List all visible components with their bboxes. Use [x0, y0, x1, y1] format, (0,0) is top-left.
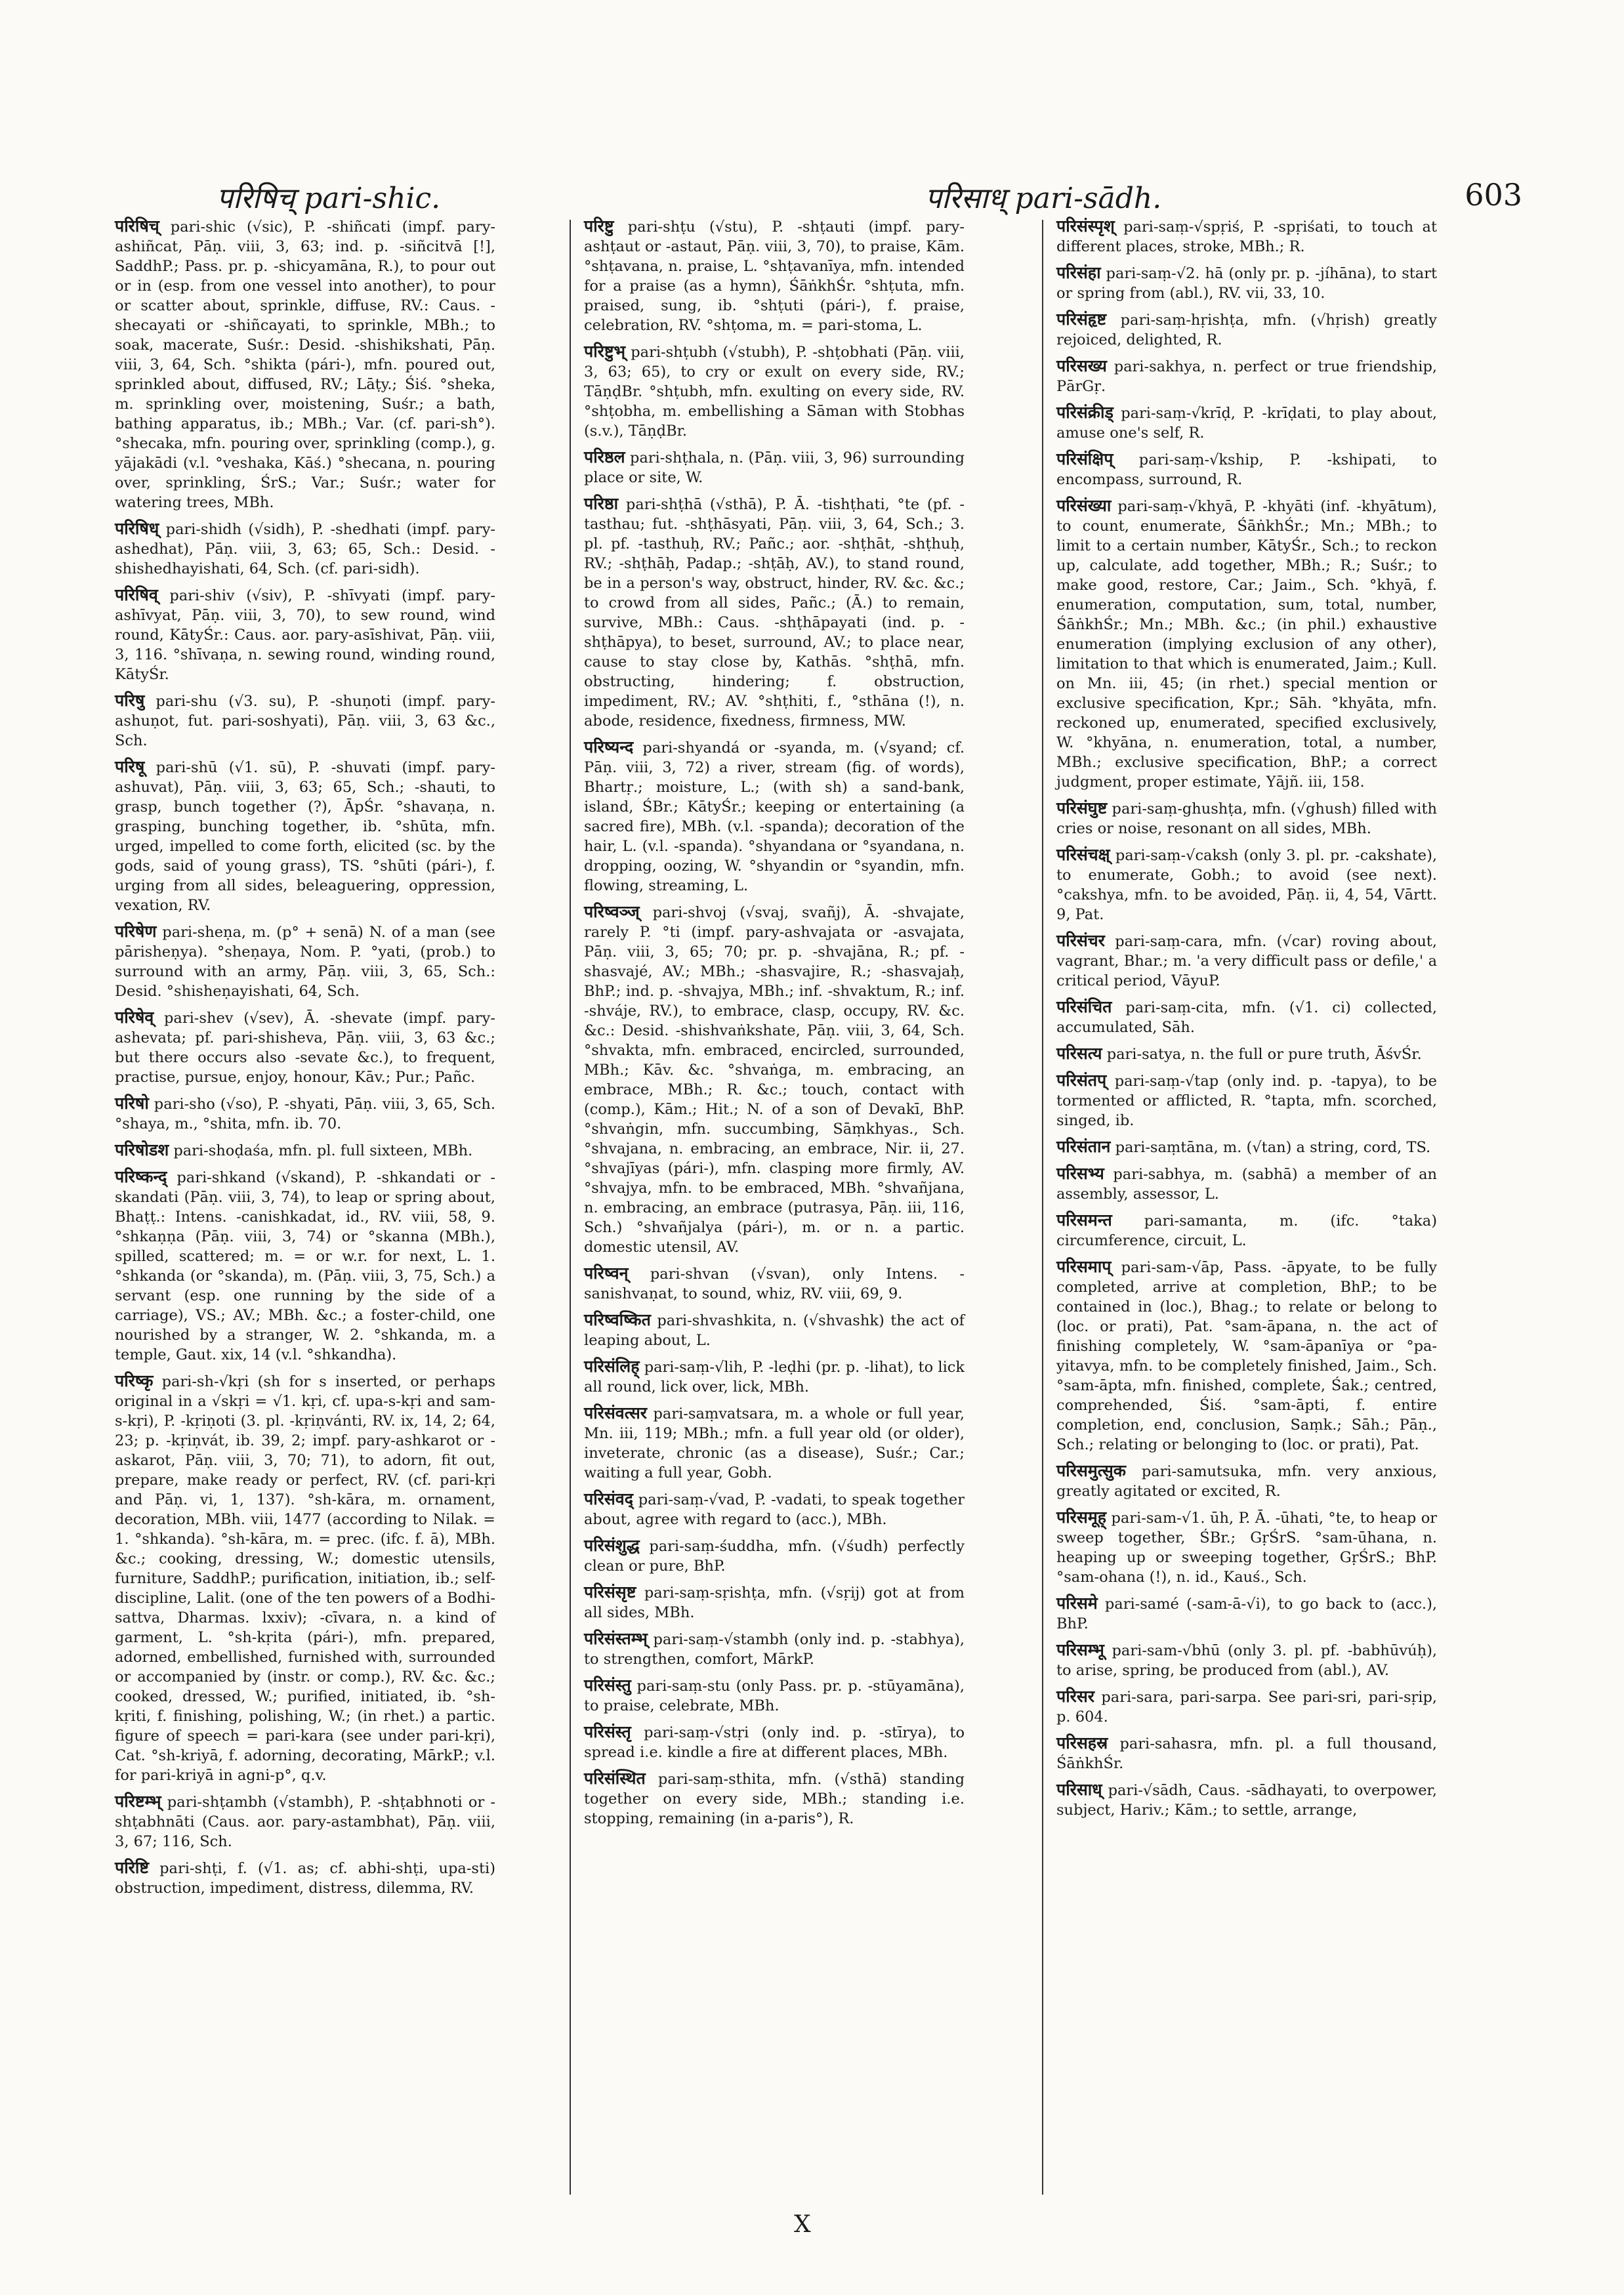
- entry-headword: परिषोडश: [115, 1140, 169, 1159]
- dictionary-entry: [115, 1792, 495, 1851]
- dictionary-entry: [1056, 1044, 1437, 1064]
- entry-headword: परिषेव्: [115, 1008, 154, 1027]
- dictionary-entry: [115, 691, 495, 751]
- dictionary-entry: [1056, 403, 1437, 443]
- entry-definition: pari-shṭhā (√sthā), P. Ā. -tishṭhati, °te (pf. -tasthau; fut. -shṭhāsyati, Pāṇ. viii, 3, 64, Sch.; 3. pl. pf. -tasthuḥ, RV.; Pañc.; aor. -shṭhāt, -shṭhuḥ, RV.; -shṭhāḥ, Padap.; -shṭāḥ, AV.), to stand round, be in a person's way, obstruct, hinder, RV. &c. &c.; to crowd from all sides, Pañc.; (Ā.) to remain, survive, MBh.: Caus. -shṭhāpayati (ind. p. -shṭhāpya), to beset, surround, AV.; to place near, cause to stay close by, Kathās. °shṭhā, mfn. obstructing, hindering; f. obstruction, impediment, RV.; AV. °shṭhiti, f., °sthāna (!), n. abode, residence, fixedness, firmness, MW.: [584, 496, 965, 730]
- dictionary-entry: [584, 1722, 965, 1762]
- dictionary-entry: [1056, 1687, 1437, 1727]
- entry-headword: परिसंचर: [1056, 931, 1105, 950]
- dictionary-entry: [115, 1858, 495, 1898]
- column-1: [115, 217, 495, 1905]
- dictionary-entry: [1056, 496, 1437, 792]
- entry-definition: pari-√sādh, Caus. -sādhayati, to overpower, subject, Hariv.; Kām.; to settle, arrange,: [1056, 1782, 1437, 1819]
- dictionary-entry: [584, 447, 965, 487]
- entry-definition: pari-shev (√sev), Ā. -shevate (impf. pary-ashevata; pf. pari-shisheva, Pāṇ. viii, 3, 63 &c.; but there occurs also -sevate &c.), to frequent, practise, pursue, enjoy, honour, Kāv.; Pur.; Pañc.: [115, 1010, 495, 1086]
- entry-headword: परिसमाप्: [1056, 1257, 1112, 1276]
- entry-headword: परिसाध्: [1056, 1780, 1102, 1799]
- entry-definition: pari-shu (√3. su), P. -shuṇoti (impf. pary-ashuṇot, fut. pari-soshyati), Pāṇ. viii, 3, 63 &c., Sch.: [115, 693, 495, 749]
- entry-headword: परिष्टुभ्: [584, 342, 626, 361]
- entry-headword: परिसंचित: [1056, 997, 1112, 1016]
- entry-headword: परिसंचक्ष्: [1056, 845, 1110, 864]
- dictionary-entry: [1056, 217, 1437, 257]
- entry-headword: परिसंहृष्ट: [1056, 310, 1107, 329]
- entry-definition: pari-saṃ-cara, mfn. (√car) roving about, vagrant, Bhar.; m. 'a very difficult pass or defile,' a critical period, VāyuP.: [1056, 933, 1438, 989]
- entry-definition: pari-satya, n. the full or pure truth, ĀśvŚr.: [1106, 1046, 1422, 1063]
- dictionary-entry: [115, 585, 495, 684]
- entry-definition: pari-shṭambh (√stambh), P. -shṭabhnoti or -shṭabhnāti (Caus. aor. pary-astambhat), Pāṇ. viii, 3, 67; 116, Sch.: [115, 1794, 495, 1850]
- entry-definition: pari-saṃ-√stṛi (only ind. p. -stīrya), to spread i.e. kindle a fire at different places, MBh.: [584, 1724, 965, 1761]
- dictionary-entry: [115, 1008, 495, 1087]
- entry-definition: pari-shyandá or -syanda, m. (√syand; cf. Pāṇ. viii, 3, 72) a river, stream (fig. of words), Bhartṛ.; moisture, L.; (with sh) a sand-bank, island, ŚBr.; KātyŚr.; keeping or entertaining (a sacred fire), MBh. (v.l. -spanda); decoration of the hair, L. (v.l. -spanda). °shyandana or °syandana, n. dropping, oozing, W. °shyandin or °syandin, mfn. flowing, streaming, L.: [584, 739, 965, 894]
- dictionary-entry: [1056, 1137, 1437, 1157]
- dictionary-entry: [584, 1264, 965, 1304]
- entry-headword: परिसंस्थित: [584, 1769, 646, 1788]
- entry-headword: परिसम्भू: [1056, 1640, 1104, 1659]
- dictionary-entry: [1056, 1257, 1437, 1455]
- dictionary-entry: [1056, 931, 1437, 991]
- page-number: 603: [1465, 177, 1522, 213]
- entry-headword: परिसंस्तम्भ्: [584, 1629, 648, 1648]
- entry-definition: pari-saṃ-√tap (only ind. p. -tapya), to be tormented or afflicted, R. °tapta, mfn. scorched, singed, ib.: [1056, 1073, 1437, 1129]
- entry-definition: pari-shṭu (√stu), P. -shṭauti (impf. pary-ashṭaut or -astaut, Pāṇ. viii, 3, 70), to praise, Kām. °shṭavana, n. praise, L. °shṭavanīya, mfn. intended for a praise (as a hymn), ŚāṅkhŚr. °shṭuta, mfn. praised, sung, ib. °shṭuti (pári-), f. praise, celebration, RV. °shṭoma, m. = pari-stoma, L.: [584, 218, 965, 334]
- entry-headword: परिषु: [115, 691, 145, 710]
- dictionary-entry: [584, 1769, 965, 1829]
- entry-definition: pari-sahasra, mfn. pl. a full thousand, ŚāṅkhŚr.: [1056, 1735, 1437, 1772]
- entry-definition: pari-samutsuka, mfn. very anxious, greatly agitated or excited, R.: [1056, 1463, 1437, 1500]
- column-divider-1: [570, 220, 571, 2195]
- dictionary-entry: [1056, 845, 1437, 924]
- dictionary-entry: [1056, 263, 1437, 303]
- entry-definition: pari-shkand (√skand), P. -shkandati or -skandati (Pāṇ. viii, 3, 74), to leap or spring about, Bhaṭṭ.: Intens. -canishkadat, id., RV. viii, 58, 9. °shkaṇṇa (Pāṇ. viii, 3, 74) or °skanna (MBh.), spilled, scattered; m. = or w.r. for next, L. 1. °shkanda (or °skanda), m. (Pāṇ. viii, 3, 75, Sch.) a servant (esp. one running by the side of a carriage), VS.; AV.; MBh. &c.; a foster-child, one nourished by a stranger, W. 2. °shkanda, m. a temple, Gaut. xix, 14 (v.l. °shkandha).: [115, 1169, 495, 1363]
- dictionary-entry: [1056, 1461, 1437, 1501]
- entry-definition: pari-sabhya, m. (sabhā) a member of an assembly, assessor, L.: [1056, 1166, 1438, 1203]
- entry-definition: pari-sam-√āp, Pass. -āpyate, to be fully completed, arrive at completion, BhP.; to be contained in (loc.), Bhag.; to relate or belong to (loc. or prati), Pat. °sam-āpana, n. the act of finishing completely, W. °sam-āpanīya or °pa-yitavya, mfn. to be completely finished, Jaim., Sch. °sam-āpta, mfn. finished, complete, Śak.; centred, comprehended, Śiś. °sam-āpti, f. entire completion, end, conclusion, Saṃk.; Sāh.; Pāṇ., Sch.; relating or belonging to (loc. or prati), Pat.: [1056, 1259, 1437, 1453]
- entry-definition: pari-saṃ-hṛishṭa, mfn. (√hṛish) greatly rejoiced, delighted, R.: [1056, 312, 1437, 348]
- entry-definition: pari-saṃ-√stambh (only ind. p. -stabhya), to strengthen, comfort, MārkP.: [584, 1631, 965, 1668]
- entry-headword: परिसभ्य: [1056, 1164, 1104, 1183]
- entry-definition: pari-sakhya, n. perfect or true friendship, PārGṛ.: [1056, 358, 1437, 395]
- entry-headword: परिसमन्त: [1056, 1210, 1112, 1230]
- dictionary-entry: [115, 1094, 495, 1134]
- entry-definition: pari-shvoj (√svaj, svañj), Ā. -shvajate, rarely P. °ti (impf. pary-ashvajata or -asvajata, Pāṇ. viii, 3, 65; 70; pr. p. -shvajāna, R.; pf. -shasvajé, AV.; MBh.; -shasvajire, R.; -shasvajaḥ, BhP.; ind. p. -shvajya, MBh.; inf. -shvaktum, R.; inf. -shváje, RV.), to embrace, clasp, occupy, RV. &c. &c.: Desid. -shishvaṅkshate, Pāṇ. viii, 3, 64, Sch. °shvakta, mfn. embraced, encircled, surrounded, MBh.; Kāv. &c. °shvaṅga, m. embracing, an embrace, MBh.; R. &c.; touch, contact with (comp.), Kām.; Hit.; N. of a son of Devakī, BhP. °shvaṅgin, mfn. succumbing, Sāṃkhyas., Sch. °shvajana, n. embracing, an embrace, Nir. ii, 27. °shvajīyas (pári-), mfn. clasping more firmly, AV. °shvajya, mfn. to be embraced, MBh. °shvañjana, n. embracing, an embrace (putrasya, Pāṇ. iii, 116, Sch.) °shvañjalya (pári-), m. or n. a partic. domestic utensil, AV.: [584, 904, 965, 1256]
- dictionary-entry: [584, 1536, 965, 1576]
- entry-definition: pari-shṭubh (√stubh), P. -shṭobhati (Pāṇ. viii, 3, 63; 65), to cry or exult on every side, RV.; TāṇḍBr. °shṭubh, mfn. exulting on every side, RV. °shṭobha, m. embellishing a Sāman with Stobhas (s.v.), TāṇḍBr.: [584, 344, 965, 440]
- entry-headword: परिष्वष्कित: [584, 1310, 651, 1329]
- entry-headword: परिष्कृ: [115, 1371, 154, 1390]
- entry-headword: परिसंतान: [1056, 1137, 1111, 1156]
- entry-headword: परिषिच्: [115, 217, 159, 236]
- entry-headword: परिसंक्रीड्: [1056, 403, 1114, 422]
- dictionary-entry: [115, 1371, 495, 1785]
- entry-headword: परिसख्य: [1056, 356, 1107, 375]
- entry-definition: pari-sam-√1. ūh, P. Ā. -ūhati, °te, to heap or sweep together, ŚBr.; GṛŚrS. °sam-ūhana, n. heaping up or sweeping together, GṛŚrS.; BhP. °sam-ohana (!), n. id., Kauś., Sch.: [1056, 1510, 1437, 1586]
- dictionary-entry: [584, 1676, 965, 1716]
- entry-headword: परिसंक्षिप्: [1056, 449, 1114, 468]
- entry-definition: pari-saṃ-cita, mfn. (√1. ci) collected, accumulated, Sāh.: [1056, 999, 1438, 1036]
- column-2: [584, 217, 965, 1835]
- entry-definition: pari-shic (√sic), P. -shiñcati (impf. pary-ashiñcat, Pāṇ. viii, 3, 63; ind. p. -siñcitvā [!], SaddhP.; Pass. pr. p. -shicyamāna, R.), to pour out or in (esp. from one vessel into another), to pour or scatter about, sprinkle, diffuse, RV.: Caus. -shecayati or -shiñcayati, to sprinkle, MBh.; to soak, macerate, Suśr.: Desid. -shishikshati, Pāṇ. viii, 3, 64, Sch. °shikta (pári-), mfn. poured out, sprinkled about, diffused, RV.; Lāṭy.; Śiś. °sheka, m. sprinkling over, moistening, Suśr.; a bath, bathing apparatus, ib.; MBh.; Var. (cf. pari-sh°). °shecaka, mfn. pouring over, sprinkling (comp.), g. yājakādi (v.l. °veshaka, Kāś.) °shecana, n. pouring over, sprinkling, ŚrS.; Var.; Suśr.; water for watering trees, MBh.: [115, 218, 496, 511]
- entry-headword: परिष्वन्: [584, 1264, 629, 1283]
- entry-headword: परिसमे: [1056, 1594, 1098, 1613]
- dictionary-entry: [584, 342, 965, 441]
- entry-definition: pari-shvan (√svan), only Intens. -sanishvaṇat, to sound, whiz, RV. viii, 69, 9.: [584, 1266, 965, 1302]
- dictionary-entry: [1056, 1733, 1437, 1773]
- entry-definition: pari-saṃ-sthita, mfn. (√sthā) standing together on every side, MBh.; standing i.e. stopping, remaining (in a-paris°), R.: [584, 1771, 965, 1827]
- dictionary-entry: [584, 737, 965, 896]
- dictionary-entry: [1056, 1508, 1437, 1587]
- entry-definition: pari-sh-√kṛi (sh for s inserted, or perhaps original in a √skṛi = √1. kṛi, cf. upa-s-kṛi and sam-s-kṛi), P. -kṛiṇoti (3. pl. -kṛiṇvánti, RV. ix, 14, 2; 64, 23; p. -kṛiṇvát, ib. 39, 2; impf. pary-ashkarot or -askarot, Pāṇ. viii, 3, 70; 71), to adorn, fit out, prepare, make ready or perfect, RV. (cf. pari-kṛi and Pāṇ. vi, 1, 137). °sh-kāra, m. ornament, decoration, MBh. viii, 1477 (according to Nilak. = 1. °shkanda). °sh-kāra, m. = prec. (ifc. f. ā), MBh. &c.; cooking, dressing, W.; domestic utensils, furniture, SaddhP.; purification, initiation, ib.; self-discipline, Lalit. (one of the ten powers of a Bodhi-sattva, Dharmas. lxxiv); -cīvara, n. a kind of garment, L. °sh-kṛita (pári-), mfn. prepared, adorned, embellished, furnished with, surrounded or accompanied by (instr. or comp.), RV. &c. &c.; cooked, dressed, W.; purified, initiated, ib. °sh-kṛiti, f. finishing, polishing, W.; (in rhet.) a partic. figure of speech = pari-kara (see under pari-kṛi), Cat. °sh-kriyā, f. adorning, decorating, MārkP.; v.l. for pari-kriyā in agni-p°, q.v.: [115, 1373, 496, 1784]
- entry-definition: pari-saṃtāna, m. (√tan) a string, cord, TS.: [1115, 1139, 1431, 1156]
- dictionary-entry: [115, 519, 495, 579]
- entry-headword: परिसंस्तृ: [584, 1722, 631, 1741]
- entry-definition: pari-saṃvatsara, m. a whole or full year, Mn. iii, 119; MBh.; mfn. a full year old (or older), inveterate, chronic (as a disease), Suśr.; Car.; waiting a full year, Gobh.: [584, 1405, 965, 1481]
- dictionary-entry: [1056, 1640, 1437, 1680]
- dictionary-entry: [1056, 449, 1437, 489]
- entry-headword: परिसमुत्सुक: [1056, 1461, 1127, 1480]
- entry-headword: परिसंतप्: [1056, 1071, 1107, 1090]
- entry-definition: pari-samé (-sam-ā-√i), to go back to (acc.), BhP.: [1056, 1596, 1438, 1632]
- entry-headword: परिसंघुष्ट: [1056, 798, 1108, 817]
- entry-headword: परिसंस्तु: [584, 1676, 631, 1695]
- entry-headword: परिष्कन्द्: [115, 1167, 167, 1186]
- entry-definition: pari-shiv (√siv), P. -shīvyati (impf. pary-ashīvyat, Pāṇ. viii, 3, 70), to sew round, wind round, KātyŚr.: Caus. aor. pary-asīshivat, Pāṇ. viii, 3, 116. °shīvaṇa, n. sewing round, winding round, KātyŚr.: [115, 587, 495, 683]
- dictionary-entry: [1056, 310, 1437, 350]
- header-center-guideword: परिसाध् pari-sādh.: [925, 182, 1162, 215]
- entry-headword: परिष्यन्द: [584, 737, 634, 756]
- entry-headword: परिसहस्र: [1056, 1733, 1108, 1752]
- header-left-guideword: परिषिच् pari-shic.: [217, 182, 441, 215]
- entry-headword: परिषिव्: [115, 585, 158, 604]
- dictionary-entry: [115, 757, 495, 915]
- entry-definition: pari-shṭhala, n. (Pāṇ. viii, 3, 96) surrounding place or site, W.: [584, 449, 965, 486]
- entry-definition: pari-saṃ-ghushṭa, mfn. (√ghush) filled with cries or noise, resonant on all sides, MBh.: [1056, 800, 1437, 837]
- entry-definition: pari-shū (√1. sū), P. -shuvati (impf. pary-ashuvat), Pāṇ. viii, 3, 63; 65, Sch.; -shauti, to grasp, bunch together (?), ĀpŚr. °shavaṇa, n. grasping, bunching together, ib. °shūta, mfn. urged, impelled to come forth, elicited (sc. by the gods, said of young grass), TS. °shūti (pári-), f. urging from all sides, beleaguering, oppression, vexation, RV.: [115, 759, 495, 914]
- entry-headword: परिसर: [1056, 1687, 1095, 1706]
- entry-definition: pari-saṃ-√2. hā (only pr. p. -jíhāna), to start or spring from (abl.), RV. vii, 33, 10.: [1056, 265, 1437, 302]
- entry-definition: pari-shṭi, f. (√1. as; cf. abhi-shṭi, upa-sti) obstruction, impediment, distress, dilemma, RV.: [115, 1860, 495, 1897]
- dictionary-entry: [115, 1167, 495, 1365]
- dictionary-entry: [584, 902, 965, 1257]
- entry-headword: परिष्ठा: [584, 494, 619, 513]
- entry-definition: pari-sara, pari-sarpa. See pari-sri, pari-sṛip, p. 604.: [1056, 1689, 1438, 1726]
- entry-definition: pari-shidh (√sidh), P. -shedhati (impf. pary-ashedhat), Pāṇ. viii, 3, 63; 65, Sch.: Desid. -shishedhayishati, 64, Sch. (cf. pari-sidh).: [115, 521, 496, 577]
- dictionary-entry: [115, 217, 495, 512]
- dictionary-entry: [584, 1357, 965, 1397]
- dictionary-entry: [1056, 1210, 1437, 1251]
- dictionary-entry: [584, 1629, 965, 1669]
- dictionary-entry: [584, 494, 965, 731]
- dictionary-entry: [1056, 1071, 1437, 1130]
- dictionary-entry: [1056, 997, 1437, 1037]
- entry-headword: परिसंशुद्ध: [584, 1536, 640, 1555]
- dictionary-entry: [1056, 356, 1437, 396]
- entry-definition: pari-sheṇa, m. (p° + senā) N. of a man (see pārisheṇya). °sheṇaya, Nom. P. °yati, (prob.) to surround with an army, Pāṇ. viii, 3, 65, Sch.: Desid. °shisheṇayishati, 64, Sch.: [115, 924, 495, 1000]
- entry-definition: pari-saṃ-√kship, P. -kshipati, to encompass, surround, R.: [1056, 451, 1437, 488]
- entry-headword: परिसंवत्सर: [584, 1403, 647, 1422]
- entry-definition: pari-samanta, m. (ifc. °taka) circumference, circuit, L.: [1056, 1212, 1437, 1249]
- entry-definition: pari-saṃ-sṛishṭa, mfn. (√sṛij) got at from all sides, MBh.: [584, 1584, 965, 1621]
- entry-headword: परिसंवद्: [584, 1489, 633, 1508]
- entry-headword: परिसत्य: [1056, 1044, 1102, 1063]
- dictionary-entry: [584, 1489, 965, 1529]
- entry-headword: परिसंलिह्: [584, 1357, 640, 1376]
- dictionary-entry: [1056, 798, 1437, 838]
- entry-headword: परिषू: [115, 757, 145, 776]
- entry-definition: pari-saṃ-√khyā, P. -khyāti (inf. -khyātum), to count, enumerate, ŚāṅkhŚr.; Mn.; MBh.; to limit to a certain number, KātyŚr., Sch.; to reckon up, calculate, add together, MBh.; R.; Suśr.; to make good, restore, Car.; Jaim., Sch. °khyā, f. enumeration, computation, sum, total, number, ŚāṅkhŚr.; Mn.; MBh. &c.; (in phil.) exhaustive enumeration (implying exclusion of any other), limitation to that which is enumerated, Jaim.; Kull. on Mn. iii, 45; (in rhet.) special mention or exclusive specification, Kpr.; Sāh. °khyāta, mfn. reckoned up, enumerated, specified exclusively, W. °khyāna, n. enumeration, total, a number, MBh.; exclusive specification, BhP.; a correct judgment, proper estimate, Yājñ. iii, 158.: [1056, 498, 1437, 791]
- entry-headword: परिष्वञ्ज्: [584, 902, 640, 921]
- entry-headword: परिषो: [115, 1094, 149, 1113]
- entry-definition: pari-sho (√so), P. -shyati, Pāṇ. viii, 3, 65, Sch. °shaya, m., °shita, mfn. ib. 70.: [115, 1096, 495, 1132]
- entry-definition: pari-saṃ-√vad, P. -vadati, to speak together about, agree with regard to (acc.), MBh.: [584, 1491, 965, 1528]
- entry-definition: pari-shvashkita, n. (√shvashk) the act of leaping about, L.: [584, 1312, 965, 1349]
- signature-mark: X: [794, 2211, 811, 2238]
- entry-definition: pari-saṃ-√krīḍ, P. -krīḍati, to play about, amuse one's self, R.: [1056, 405, 1438, 442]
- entry-headword: परिष्टु: [584, 217, 614, 236]
- dictionary-entry: [115, 922, 495, 1001]
- entry-headword: परिसंहा: [1056, 263, 1101, 282]
- dictionary-entry: [584, 1403, 965, 1483]
- entry-headword: परिष्टम्भ्: [115, 1792, 161, 1811]
- dictionary-entry: [584, 217, 965, 335]
- column-divider-2: [1042, 220, 1043, 2195]
- entry-definition: pari-saṃ-√spṛiś, P. -spṛiśati, to touch at different places, stroke, MBh.; R.: [1056, 218, 1437, 255]
- column-3: [1056, 217, 1437, 1827]
- dictionary-entry: [1056, 1594, 1437, 1634]
- dictionary-entry: [1056, 1164, 1437, 1204]
- entry-headword: परिष्टि: [115, 1858, 149, 1877]
- entry-definition: pari-saṃ-stu (only Pass. pr. p. -stūyamāna), to praise, celebrate, MBh.: [584, 1678, 965, 1714]
- entry-headword: परिसंसृष्ट: [584, 1582, 636, 1602]
- entry-headword: परिसंस्पृश्: [1056, 217, 1115, 236]
- dictionary-entry: [584, 1310, 965, 1350]
- entry-definition: pari-saṃ-√caksh (only 3. pl. pr. -cakshate), to enumerate, Gobh.; to avoid (see next). °cakshya, mfn. to be avoided, Pāṇ. ii, 4, 54, Vārtt. 9, Pat.: [1056, 847, 1438, 923]
- entry-definition: pari-saṃ-√lih, P. -leḍhi (pr. p. -lihat), to lick all round, lick over, lick, MBh.: [584, 1359, 965, 1396]
- entry-definition: pari-sam-√bhū (only 3. pl. pf. -babhūvúḥ), to arise, spring, be produced from (abl.), AV.: [1056, 1642, 1438, 1679]
- entry-headword: परिषेण: [115, 922, 157, 941]
- entry-headword: परिसंख्या: [1056, 496, 1112, 515]
- entry-headword: परिषिध्: [115, 519, 159, 538]
- entry-headword: परिसमूह्: [1056, 1508, 1107, 1527]
- entry-definition: pari-shoḍaśa, mfn. pl. full sixteen, MBh.: [173, 1142, 473, 1159]
- dictionary-entry: [115, 1140, 495, 1161]
- entry-definition: pari-saṃ-śuddha, mfn. (√śudh) perfectly clean or pure, BhP.: [584, 1538, 965, 1575]
- entry-headword: परिष्ठल: [584, 447, 625, 466]
- dictionary-entry: [1056, 1780, 1437, 1820]
- dictionary-entry: [584, 1582, 965, 1623]
